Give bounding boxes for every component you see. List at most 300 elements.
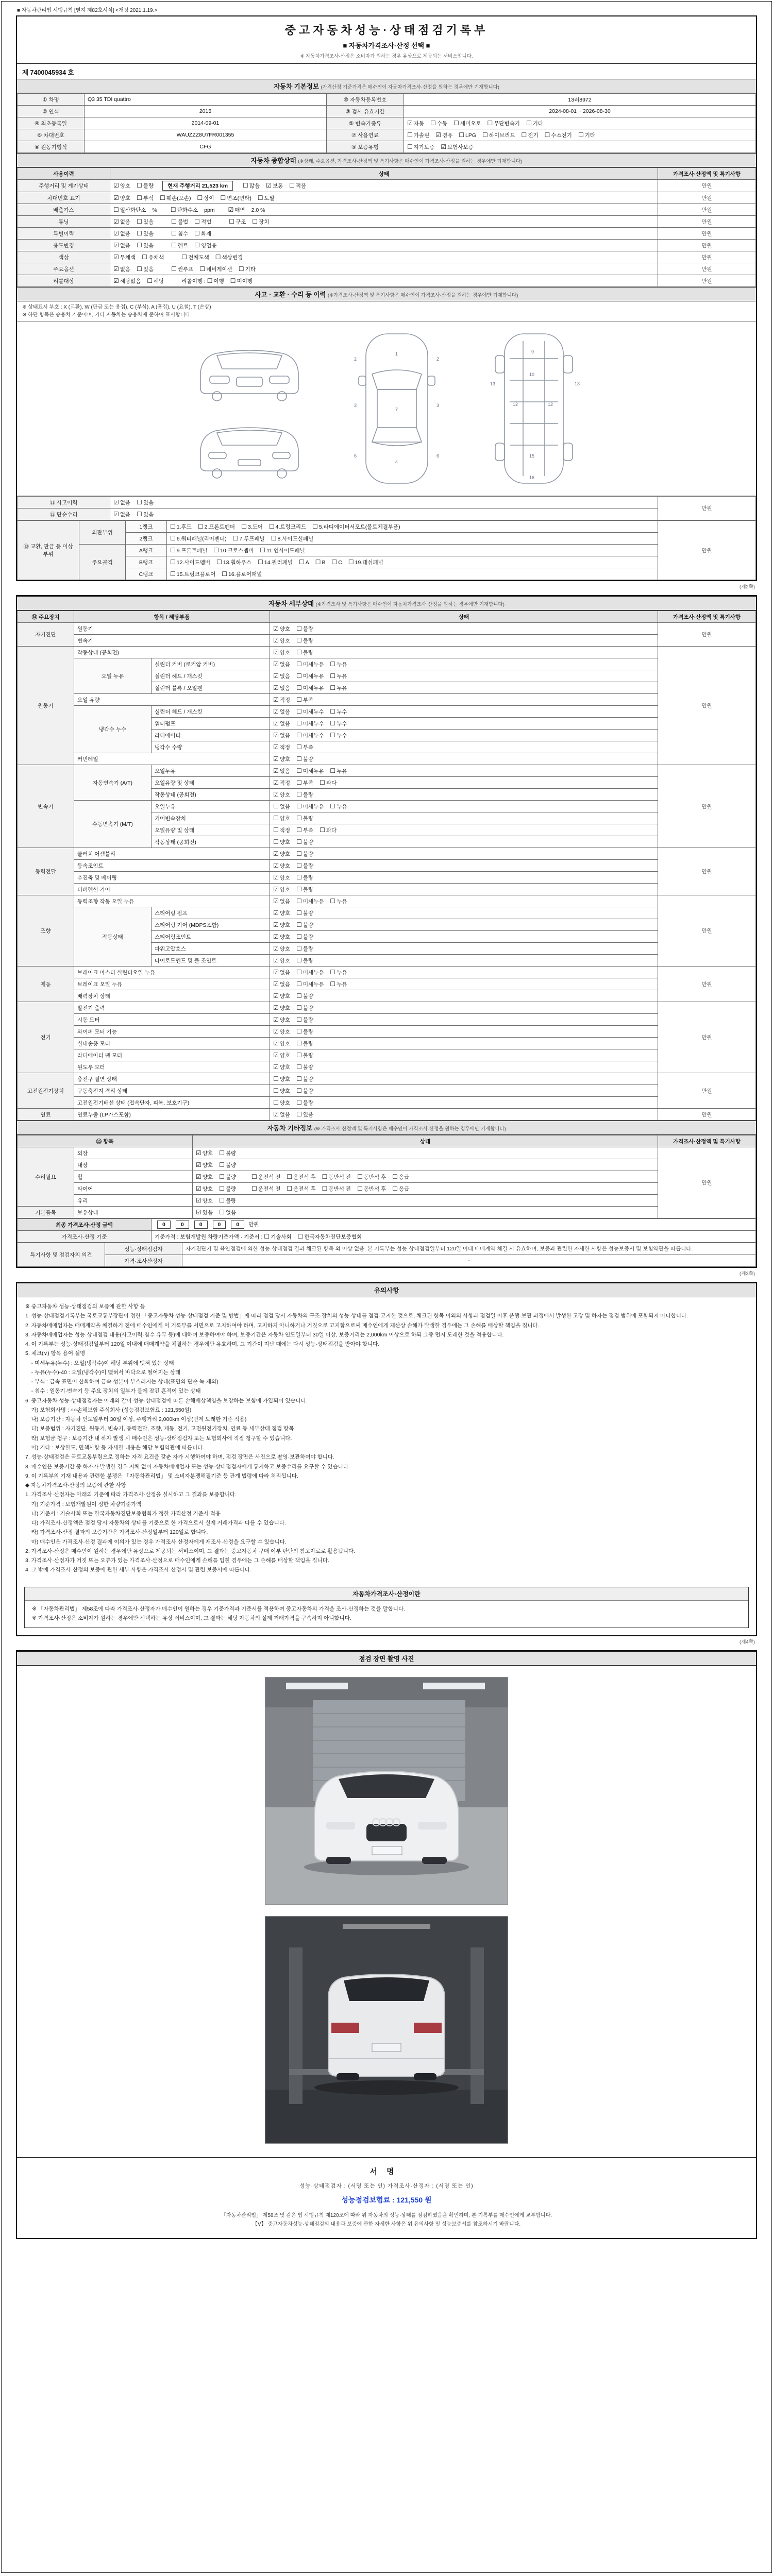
checkbox-unchecked[interactable]: ☐ 불량: [137, 182, 154, 189]
checkbox-unchecked[interactable]: ☐ 미세누유: [296, 802, 324, 810]
checkbox-unchecked[interactable]: ☐ 영업용: [194, 241, 217, 249]
checkbox-unchecked[interactable]: ☐ 일산화탄소: [113, 206, 146, 213]
checkbox-unchecked[interactable]: ☐ 기술사회: [264, 1232, 292, 1240]
table-cell: 만원: [658, 192, 756, 204]
checkbox-checked[interactable]: ☑ 양호: [273, 1027, 291, 1035]
checkbox-unchecked[interactable]: ☐ 부족: [296, 826, 314, 834]
table-cell: 라디에이터: [152, 730, 270, 741]
checkbox-unchecked[interactable]: ☐ 불량: [219, 1161, 237, 1168]
checkbox-unchecked[interactable]: ☐ 상이: [197, 194, 214, 201]
table-cell: 오일유량 및 상태: [152, 824, 270, 836]
checkbox-unchecked[interactable]: ☐ 불량: [296, 1087, 314, 1094]
checkbox-unchecked[interactable]: ☐ 미세누유: [296, 897, 324, 905]
value-box: 0: [213, 1221, 226, 1229]
checkbox-checked[interactable]: ☑ 양호: [273, 873, 291, 881]
checkbox-unchecked[interactable]: ☐ 누유: [330, 767, 347, 774]
checkbox-unchecked[interactable]: ☐ 부족: [296, 778, 314, 786]
checkbox-unchecked[interactable]: ☐ 불량: [296, 850, 314, 857]
checkbox-unchecked[interactable]: ☐ 불량: [296, 921, 314, 928]
checkbox-unchecked[interactable]: ☐ 양호: [273, 1098, 291, 1106]
checkbox-unchecked[interactable]: ☐ 7.루프패널: [232, 534, 265, 542]
page-mark: (제4쪽): [740, 1639, 755, 1646]
table-row: [18, 180, 756, 192]
checkbox-checked[interactable]: ☑ 양호: [273, 636, 291, 644]
checkbox-unchecked[interactable]: ☐ 2.프론트펜더: [197, 522, 236, 530]
checkbox-unchecked[interactable]: ☐ 기타: [578, 131, 595, 139]
checkbox-unchecked[interactable]: ☐ 불량: [296, 909, 314, 917]
checkbox-checked[interactable]: ☑ 양호: [273, 1004, 291, 1011]
checkbox-unchecked[interactable]: ☐ 없음: [273, 802, 291, 810]
checkbox-unchecked[interactable]: ☐ 있음: [137, 241, 154, 249]
svg-text:9: 9: [531, 349, 534, 354]
checkbox-checked[interactable]: ☑ 양호: [273, 790, 291, 798]
table-cell: [270, 789, 658, 801]
checkbox-unchecked[interactable]: ☐ 양호: [273, 814, 291, 822]
checkbox-unchecked[interactable]: ☐ 9.프론트패널: [170, 546, 208, 554]
table-row: [18, 1097, 756, 1109]
checkbox-unchecked[interactable]: ☐ 13.휠하우스: [216, 558, 252, 566]
checkbox-unchecked[interactable]: ☐ 과다: [320, 826, 337, 834]
checkbox-unchecked[interactable]: ☐ 유채색: [142, 253, 164, 261]
table-row: [18, 1061, 756, 1073]
checkbox-checked[interactable]: ☑ 양호: [273, 1015, 291, 1023]
checkbox-checked[interactable]: ☑ 적정: [273, 743, 291, 751]
checkbox-checked[interactable]: ☑ 양호: [113, 194, 131, 201]
checkbox-unchecked[interactable]: ☐ 운전석 전: [251, 1184, 281, 1192]
checkbox-unchecked[interactable]: ☐ 미세누수: [296, 707, 324, 715]
table-row: [18, 106, 756, 117]
table-row: [18, 895, 756, 907]
checkbox-checked[interactable]: ☑ 없음: [273, 897, 291, 905]
checkbox-unchecked[interactable]: ☐ 10.크로스멤버: [213, 546, 254, 554]
table-cell: 만원: [658, 521, 756, 580]
table-row: [18, 1002, 756, 1014]
checkbox-unchecked[interactable]: ☐ 누유: [330, 897, 347, 905]
checkbox-checked[interactable]: ☑ 없음: [113, 241, 131, 249]
checkbox-checked[interactable]: ☑ 양호: [196, 1196, 213, 1204]
checkbox-checked[interactable]: ☑ 무채색: [113, 253, 136, 261]
table-cell: 기준가격 : 보험개발원 차량기준가액 · 기준서 : ☐ 기술사회 ☐ 한국자동차진단보증협회: [152, 1231, 756, 1243]
checkbox-checked[interactable]: ☑ 없음: [273, 968, 291, 976]
checkbox-unchecked[interactable]: ☐ 한국자동차진단보증협회: [297, 1232, 362, 1240]
checkbox-unchecked[interactable]: ☐ 누유: [330, 660, 347, 668]
table-cell: [270, 730, 658, 741]
checkbox-unchecked[interactable]: ☐ 없음: [219, 1208, 237, 1216]
checkbox-unchecked[interactable]: ☐ 있음: [137, 265, 154, 273]
checkbox-checked[interactable]: ☑ 양호: [113, 182, 131, 189]
checkbox-unchecked[interactable]: ☐ 있음: [137, 498, 154, 506]
checkbox-unchecked[interactable]: ☐ 미세누유: [296, 980, 324, 988]
checkbox-unchecked[interactable]: ☐ 도말: [257, 194, 275, 201]
checkbox-unchecked[interactable]: ☐ 양호: [273, 1087, 291, 1094]
table-cell: [270, 670, 658, 682]
text-line: 3. 자동차매매업자는 성능·상태점검 내용(사고이력·침수 유무 등)에 대하여 보증하여야 하며, 보증기간은 자동차 인도일부터 30일 이상, 보증거리는 2,000km 이상으로 하되 그중 먼저 도래한 것을 적용합니다.: [25, 1331, 504, 1338]
document-number: 제 7400045934 호: [22, 69, 74, 76]
checkbox-unchecked[interactable]: ☐ 탄화수소: [170, 206, 198, 213]
checkbox-checked[interactable]: ☑ 양호: [273, 885, 291, 893]
checkbox-unchecked[interactable]: ☐ 15.트렁크플로어: [170, 570, 216, 578]
table-row: [18, 1171, 756, 1183]
checkbox-unchecked[interactable]: ☐ 불량: [296, 755, 314, 762]
checkbox-unchecked[interactable]: ☐ 동반석 후: [357, 1173, 386, 1180]
checkbox-unchecked[interactable]: ☐ 미이행: [230, 277, 253, 284]
table-cell: 스티어링조인트: [152, 931, 270, 943]
table-cell: [270, 860, 658, 872]
checkbox-unchecked[interactable]: ☐ 기타: [238, 265, 256, 273]
checkbox-unchecked[interactable]: ☐ 응급: [392, 1184, 410, 1192]
table-cell: 만원: [658, 204, 756, 216]
text-line: 5. 체크(∨) 항목 용어 설명: [25, 1350, 86, 1357]
checkbox-unchecked[interactable]: ☐ 누유: [330, 980, 347, 988]
checkbox-checked[interactable]: ☑ 없음: [273, 660, 291, 668]
checkbox-unchecked[interactable]: ☐ 있음: [137, 229, 154, 237]
checkbox-unchecked[interactable]: ☐ 세미오토: [453, 119, 481, 127]
svg-text:4: 4: [395, 460, 398, 465]
checkbox-checked[interactable]: ☑ 없음: [273, 684, 291, 691]
table-row: [18, 545, 756, 556]
checkbox-unchecked[interactable]: ☐ C: [331, 558, 342, 566]
checkbox-unchecked[interactable]: ☐ 누유: [330, 802, 347, 810]
checkbox-checked[interactable]: ☑ 양호: [273, 921, 291, 928]
table-cell: 특기사항 및 점검자의 의견: [18, 1243, 105, 1267]
checkbox-unchecked[interactable]: ☐ 적정: [273, 826, 291, 834]
checkbox-unchecked[interactable]: ☐ 불량: [296, 1051, 314, 1059]
checkbox-unchecked[interactable]: ☐ 양호: [273, 1075, 291, 1082]
checkbox-unchecked[interactable]: ☐ 미세누수: [296, 719, 324, 727]
checkbox-unchecked[interactable]: ☐ 12.사이드멤버: [170, 558, 211, 566]
checkbox-checked[interactable]: ☑ 없음: [113, 510, 131, 518]
table-cell: [404, 129, 756, 141]
table-row: [18, 1255, 756, 1267]
checkbox-unchecked[interactable]: ☐ 색상변경: [215, 253, 243, 261]
checkbox-unchecked[interactable]: ☐ 불량: [219, 1173, 237, 1180]
text-line: 1. 가격조사·산정자는 아래의 기준에 따라 가격조사·산정을 실시하고 그 결과를 보증합니다.: [25, 1492, 237, 1498]
checkbox-unchecked[interactable]: ☐ 불량: [296, 1098, 314, 1106]
checkbox-unchecked[interactable]: ☐ 있음: [137, 217, 154, 225]
checkbox-unchecked[interactable]: ☐ 불량: [296, 1004, 314, 1011]
table-cell: 고전원전기장치: [18, 1073, 74, 1109]
checkbox-unchecked[interactable]: ☐ 누수: [330, 719, 347, 727]
checkbox-unchecked[interactable]: ☐ 누유: [330, 684, 347, 691]
checkbox-unchecked[interactable]: ☐ 양호: [273, 838, 291, 845]
checkbox-unchecked[interactable]: ☐ 누유: [330, 672, 347, 680]
page: [1, 1, 772, 2573]
table-cell: 냉각수 수량: [152, 741, 270, 753]
checkbox-unchecked[interactable]: ☐ 훼손(오손): [160, 194, 191, 201]
checkbox-unchecked[interactable]: ☐ 장치: [252, 217, 270, 225]
sheet-detail: [16, 595, 757, 1268]
checkbox-unchecked[interactable]: ☐ 수소전기: [544, 131, 572, 139]
checkbox-unchecked[interactable]: ☐ 운전석 후: [287, 1184, 316, 1192]
checkbox-unchecked[interactable]: ☐ 불량: [296, 1063, 314, 1071]
table-cell: 구동축전지 격리 상태: [74, 1085, 270, 1097]
checkbox-unchecked[interactable]: ☐ 렌트: [171, 241, 189, 249]
table-cell: 오일 유량: [74, 694, 270, 706]
table-cell: 타이로드엔드 및 볼 조인트: [152, 955, 270, 967]
sheet-photos: [16, 1650, 757, 2239]
table-cell: 사용이력: [18, 168, 110, 180]
checkbox-unchecked[interactable]: ☐ 변조(변타): [220, 194, 251, 201]
checkbox-checked[interactable]: ☑ 양호: [273, 992, 291, 999]
table-cell: [193, 1147, 658, 1159]
table-cell: 가격조사·산정액 및 특기사항: [658, 611, 756, 623]
checkbox-unchecked[interactable]: ☐ 미세누유: [296, 660, 324, 668]
table-cell: 만원: [658, 1002, 756, 1073]
inspection-photo-rear: [265, 1916, 508, 2144]
table-cell: 2014-09-01: [85, 117, 327, 129]
checkbox-unchecked[interactable]: ☐ 불량: [296, 814, 314, 822]
checkbox-checked[interactable]: ☑ 없음: [273, 672, 291, 680]
table-cell: ☐ 일산화탄소 % ☐ 탄화수소 ppm ☑ 매연 2.0 %: [110, 204, 658, 216]
checkbox-checked[interactable]: ☑ 양호: [273, 956, 291, 964]
section-title-note: (※가격조사·산정액 및 특기사항은 매수인이 가격조사·산정을 원하는 경우에만 기재합니다): [327, 293, 518, 298]
table-cell: 만원: [658, 623, 756, 647]
checkbox-checked[interactable]: ☑ 적정: [273, 696, 291, 703]
checkbox-unchecked[interactable]: ☐ 있음: [137, 510, 154, 518]
checkbox-unchecked[interactable]: ☐ 과다: [320, 778, 337, 786]
table-cell: ⑪ 사고이력: [18, 497, 110, 509]
checkbox-unchecked[interactable]: ☐ 동반석 후: [357, 1184, 386, 1192]
checkbox-checked[interactable]: ☑ 양호: [196, 1161, 213, 1168]
checkbox-unchecked[interactable]: ☐ 적법: [194, 217, 212, 225]
checkbox-unchecked[interactable]: ☐ 불량: [296, 885, 314, 893]
checkbox-unchecked[interactable]: ☐ 4.트렁크리드: [268, 522, 307, 530]
checkbox-unchecked[interactable]: ☐ 3.도어: [241, 522, 263, 530]
checkbox-unchecked[interactable]: ☐ 불량: [296, 992, 314, 999]
table-cell: 오일 누유: [74, 658, 152, 694]
checkbox-checked[interactable]: ☑ 양호: [273, 850, 291, 857]
checkbox-unchecked[interactable]: ☐ 5.라디에이터서포트(볼트체결부품): [312, 522, 400, 530]
checkbox-unchecked[interactable]: ☐ 불량: [296, 933, 314, 940]
text-line: 6. 중고자동차 성능·상태점검자는 아래와 같이 성능·상태점검에 따른 손해배상책임을 보장하는 보험에 가입되어 있습니다.: [25, 1397, 308, 1404]
checkbox-unchecked[interactable]: ☐ 많음: [243, 182, 260, 189]
checkbox-unchecked[interactable]: ☐ 전기: [521, 131, 539, 139]
checkbox-unchecked[interactable]: ☐ 기타: [526, 119, 544, 127]
table-cell: ⑦ 사용연료: [327, 129, 404, 141]
checkbox-unchecked[interactable]: ☐ 불량: [219, 1196, 237, 1204]
svg-text:6: 6: [436, 453, 440, 459]
checkbox-unchecked[interactable]: ☐ 불량: [296, 861, 314, 869]
checkbox-unchecked[interactable]: ☐ 11.인사이드패널: [260, 546, 305, 554]
value-box: 0: [231, 1221, 244, 1229]
checkbox-unchecked[interactable]: ☐ 불량: [296, 838, 314, 845]
checkbox-unchecked[interactable]: ☐ 불량: [296, 1039, 314, 1047]
checkbox-unchecked[interactable]: ☐ 수동: [430, 119, 448, 127]
checkbox-unchecked[interactable]: ☐ 불량: [296, 624, 314, 632]
table-row: [18, 1195, 756, 1207]
checkbox-unchecked[interactable]: ☐ 불량: [296, 790, 314, 798]
checkbox-checked[interactable]: ☑ 양호: [273, 861, 291, 869]
text-line: - 미세누유(누수) : 오일(냉각수)이 해당 부위에 맺혀 있는 상태: [25, 1360, 174, 1366]
checkbox-unchecked[interactable]: ☐ 무단변속기: [487, 119, 520, 127]
checkbox-unchecked[interactable]: ☐ 적음: [289, 182, 307, 189]
checkbox-unchecked[interactable]: ☐ 자가보증: [407, 143, 435, 150]
table-cell: [193, 1171, 658, 1183]
table-row: [18, 1207, 756, 1218]
checkbox-checked[interactable]: ☑ 양호: [273, 755, 291, 762]
checkbox-checked[interactable]: ☑ 없음: [273, 767, 291, 774]
checkbox-checked[interactable]: ☑ 경유: [435, 131, 453, 139]
checkbox-unchecked[interactable]: ☐ 불량: [296, 636, 314, 644]
fee-label: 성능점검보험료 :: [341, 2196, 395, 2205]
table-cell: 항목 / 해당부품: [74, 611, 270, 623]
checkbox-checked[interactable]: ☑ 해당없음: [113, 277, 141, 284]
table-cell: [270, 943, 658, 955]
checkbox-unchecked[interactable]: ☐ 응급: [392, 1173, 410, 1180]
checkbox-unchecked[interactable]: ☐ 14.필러패널: [258, 558, 293, 566]
checkbox-checked[interactable]: ☑ 없음: [273, 719, 291, 727]
checkbox-unchecked[interactable]: ☐ 해당: [147, 277, 164, 284]
table-cell: 2랭크: [126, 533, 167, 545]
text-line: 나) 기준서 : 기술사회 또는 한국자동차진단보증협회가 정한 가격산정 기준서 적용: [25, 1510, 221, 1517]
table-cell: [270, 955, 658, 967]
checkbox-unchecked[interactable]: ☐ 가솔린: [407, 131, 430, 139]
checkbox-checked[interactable]: ☑ 없음: [273, 980, 291, 988]
checkbox-unchecked[interactable]: ☐ 불법: [171, 217, 189, 225]
table-cell: 작동상태: [74, 907, 152, 967]
checkbox-checked[interactable]: ☑ 없음: [273, 1110, 291, 1118]
checkbox-checked[interactable]: ☑ 양호: [273, 1063, 291, 1071]
inspection-photos: [17, 1666, 756, 2157]
checkbox-checked[interactable]: ☑ 양호: [273, 624, 291, 632]
table-row: [18, 533, 756, 545]
checkbox-checked[interactable]: ☑ 양호: [273, 933, 291, 940]
checkbox-unchecked[interactable]: ☐ 8.사이드실패널: [271, 534, 314, 542]
table-cell: [167, 568, 658, 580]
checkbox-checked[interactable]: ☑ 양호: [196, 1184, 213, 1192]
checkbox-checked[interactable]: ☑ 양호: [196, 1149, 213, 1157]
checkbox-checked[interactable]: ☑ 보험사보증: [441, 143, 474, 150]
checkbox-checked[interactable]: ☑ 적정: [273, 778, 291, 786]
table-cell: [270, 907, 658, 919]
checkbox-unchecked[interactable]: ☐ 불량: [296, 1015, 314, 1023]
signature-signers: 성능·상태점검자 : (서명 또는 인) 가격조사·산정자 : (서명 또는 인): [299, 2183, 474, 2190]
checkbox-unchecked[interactable]: ☐ 불량: [296, 1075, 314, 1082]
table-cell: 튜닝: [18, 216, 110, 228]
checkbox-checked[interactable]: ☑ 없음: [273, 731, 291, 739]
checkbox-unchecked[interactable]: ☐ 6.쿼터패널(리어펜더): [170, 534, 227, 542]
table-cell: [193, 1183, 658, 1195]
checkbox-unchecked[interactable]: ☐ 미세누유: [296, 767, 324, 774]
checkbox-unchecked[interactable]: ☐ 불량: [219, 1184, 237, 1192]
checkbox-unchecked[interactable]: ☐ 동반석 전: [322, 1184, 351, 1192]
checkbox-unchecked[interactable]: ☐ 부족: [296, 696, 314, 703]
checkbox-unchecked[interactable]: ☐ 침수: [171, 229, 189, 237]
checkbox-checked[interactable]: ☑ 없음: [113, 265, 131, 273]
checkbox-unchecked[interactable]: ☐ 불량: [296, 956, 314, 964]
checkbox-checked[interactable]: ☑ 양호: [273, 1051, 291, 1059]
checkbox-unchecked[interactable]: ☐ 이행: [207, 277, 224, 284]
checkbox-unchecked[interactable]: ☐ 미세누수: [296, 731, 324, 739]
table-cell: 만원: [658, 228, 756, 240]
checkbox-checked[interactable]: ☑ 양호: [273, 1039, 291, 1047]
checkbox-unchecked[interactable]: ☐ A: [298, 558, 309, 566]
text-line: - 부식 : 금속 표면이 산화하여 금속 성분이 부스러지는 상태(표면의 단순 녹 제외): [25, 1379, 219, 1385]
checkbox-unchecked[interactable]: ☐ 부식: [137, 194, 154, 201]
value-box: 0: [194, 1221, 208, 1229]
checkbox-unchecked[interactable]: ☐ 미세누유: [296, 672, 324, 680]
checkbox-unchecked[interactable]: ☐ 불량: [296, 648, 314, 656]
checkbox-checked[interactable]: ☑ 없음: [273, 707, 291, 715]
checkbox-unchecked[interactable]: ☐ 동반석 전: [322, 1173, 351, 1180]
checkbox-checked[interactable]: ☑ 없음: [113, 229, 131, 237]
table-cell: Q3 35 TDI quattro: [85, 94, 327, 106]
checkbox-unchecked[interactable]: ☐ 있음: [296, 1110, 314, 1118]
checkbox-unchecked[interactable]: ☐ 하이브리드: [482, 131, 515, 139]
section-basic-title: [17, 79, 756, 93]
checkbox-checked[interactable]: ☑ 양호: [273, 648, 291, 656]
checkbox-unchecked[interactable]: ☐ 불량: [296, 873, 314, 881]
checkbox-unchecked[interactable]: ☐ 썬루프: [171, 265, 194, 273]
checkbox-unchecked[interactable]: ☐ 불량: [296, 1027, 314, 1035]
checkbox-checked[interactable]: ☑ 양호: [273, 944, 291, 952]
checkbox-unchecked[interactable]: ☐ 누수: [330, 731, 347, 739]
checkbox-checked[interactable]: ☑ 보통: [266, 182, 283, 189]
checkbox-unchecked[interactable]: ☐ 미세누유: [296, 968, 324, 976]
table-cell: [270, 990, 658, 1002]
checkbox-unchecked[interactable]: ☐ 구조: [229, 217, 246, 225]
document-header: [17, 16, 756, 64]
checkbox-unchecked[interactable]: ☐ LPG: [459, 131, 477, 139]
table-cell: 만원: [658, 275, 756, 287]
checkbox-unchecked[interactable]: ☐ 19.대쉬패널: [348, 558, 383, 566]
svg-text:12: 12: [513, 402, 518, 407]
table-row: [18, 658, 756, 670]
checkbox-checked[interactable]: ☑ 양호: [273, 909, 291, 917]
checkbox-unchecked[interactable]: ☐ 운전석 전: [251, 1173, 281, 1180]
text-line: 마) 기타 : 보상한도, 면책사항 등 자세한 내용은 해당 보험약관에 따릅니다.: [25, 1444, 205, 1451]
svg-text:15: 15: [529, 453, 535, 459]
checkbox-unchecked[interactable]: ☐ 전체도색: [181, 253, 209, 261]
form-reference: ■ 자동차관리법 시행규칙 [별지 제82호서식] <개정 2021.1.19.>: [17, 8, 158, 13]
table-cell: [110, 240, 658, 251]
checkbox-unchecked[interactable]: ☐ 화재: [194, 229, 212, 237]
checkbox-checked[interactable]: ☑ 있음: [196, 1208, 213, 1216]
checkbox-unchecked[interactable]: ☐ 누수: [330, 707, 347, 715]
table-cell: 최종 가격조사·산정 금액: [18, 1219, 152, 1231]
checkbox-unchecked[interactable]: ☐ 불량: [296, 944, 314, 952]
checkbox-unchecked[interactable]: ☐ 불량: [219, 1149, 237, 1157]
checkbox-unchecked[interactable]: ☐ B: [315, 558, 326, 566]
checkbox-checked[interactable]: ☑ 없음: [113, 498, 131, 506]
checkbox-checked[interactable]: ☑ 없음: [113, 217, 131, 225]
section-title-note: (가격산정 기준가격은 매수인이 자동차가격조사·산정을 원하는 경우에만 기재합니다): [321, 84, 499, 90]
table-cell: WAUZZZ8U7FR001355: [85, 129, 327, 141]
checkbox-unchecked[interactable]: ☐ 1.후드: [170, 522, 192, 530]
table-row: [18, 647, 756, 658]
table-cell: [270, 753, 658, 765]
table-cell: 차대번호 표기: [18, 192, 110, 204]
table-row: [18, 94, 756, 106]
table-cell: [270, 801, 658, 812]
checkbox-unchecked[interactable]: ☐ 16.플로어패널: [222, 570, 262, 578]
table-cell: C랭크: [126, 568, 167, 580]
checkbox-checked[interactable]: ☑ 매연: [228, 206, 245, 213]
table-cell: [270, 1085, 658, 1097]
table-row: [18, 765, 756, 777]
table-row: [18, 1085, 756, 1097]
table-row: [18, 753, 756, 765]
checkbox-unchecked[interactable]: ☐ 미세누유: [296, 684, 324, 691]
checkbox-unchecked[interactable]: ☐ 운전석 후: [287, 1173, 316, 1180]
checkbox-unchecked[interactable]: ☐ 부족: [296, 743, 314, 751]
table-cell: 제동: [18, 967, 74, 1002]
checkbox-checked[interactable]: ☑ 자동: [407, 119, 425, 127]
checkbox-unchecked[interactable]: ☐ 누유: [330, 968, 347, 976]
table-cell: 만원: [658, 251, 756, 263]
checkbox-checked[interactable]: ☑ 양호: [196, 1173, 213, 1180]
checkbox-unchecked[interactable]: ☐ 네비게이션: [199, 265, 232, 273]
